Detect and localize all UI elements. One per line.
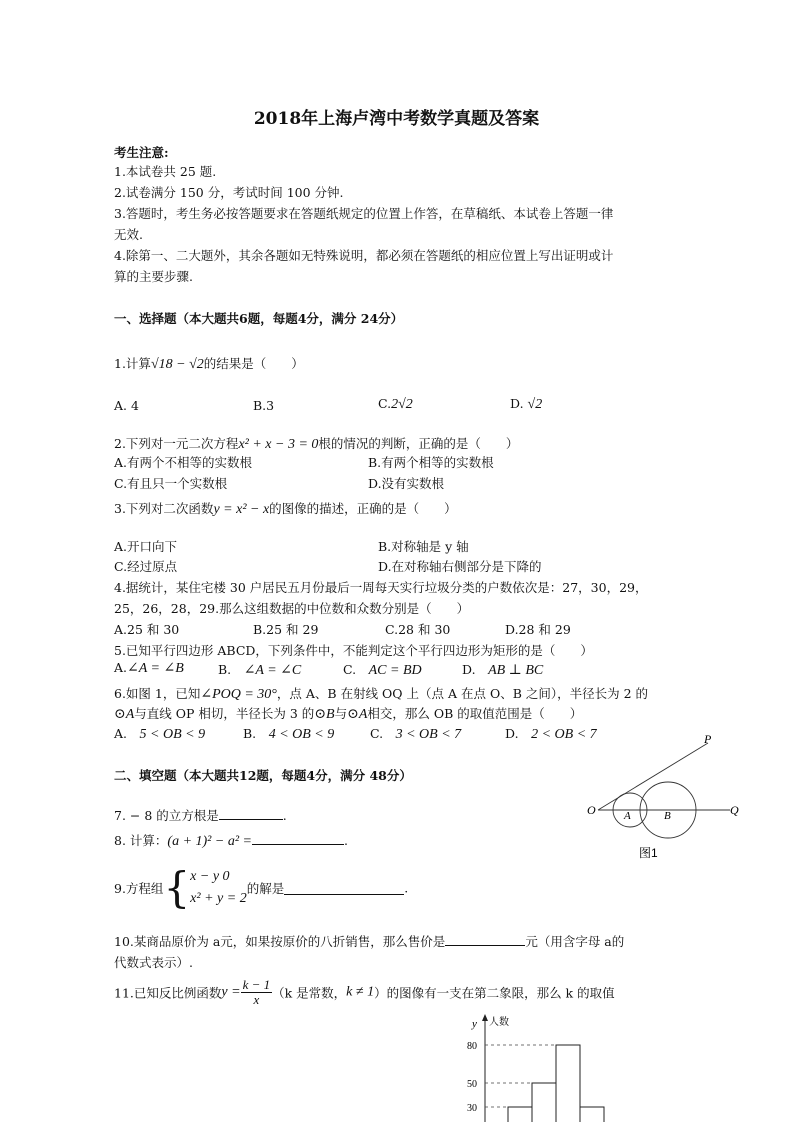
q6-option-d: D. 2 < OB < 7 [505, 726, 597, 742]
label-a: A [624, 810, 631, 822]
label-o: O [587, 803, 596, 817]
q1-option-d: D. √2 [510, 396, 543, 412]
q6-option-c: C. 3 < OB < 7 [370, 726, 462, 742]
tick-label: 80 [467, 1041, 477, 1052]
question-4: 4.据统计，某住宅楼 30 户居民五月份最后一周每天实行垃圾分类的户数依次是：27，30，29， [114, 580, 648, 595]
histogram-bar [580, 1107, 604, 1122]
section1-heading: 一、选择题（本大题共6题，每题4分，满分 24分） [114, 311, 404, 326]
question-1: 1.计算√18 − √2的结果是（ ） [114, 356, 304, 372]
question-11: 11.已知反比例函数y = $\frac{k - 1}{x}$ （k 是常数，k ≠ 1）的图像有一支在第二象限，那么 k 的取值 [114, 977, 615, 1007]
fraction: $\frac{k - 1}{x}$ [242, 977, 271, 1007]
notice-item: 2.试卷满分 150 分，考试时间 100 分钟. [114, 185, 344, 200]
question-8: 8. 计算：(a + 1)² − a² = . [114, 833, 348, 849]
question-6: 6.如图 1，已知∠POQ = 30°，点 A、B 在射线 OQ 上（点 A 在点 O、B 之间），半径长为 2 的 [114, 686, 649, 702]
histogram-bar [532, 1083, 556, 1122]
question-10: 10.某商品原价为 a元，如果按原价的八折销售，那么售价是 元（用含字母 a的 [114, 934, 625, 949]
question-6-line2: ⊙A与直线 OP 相切，半径长为 3 的⊙B与⊙A相交，那么 OB 的取值范围是（ ） [114, 706, 583, 722]
question-9: 9.方程组{ x − y 0 x² + y = 2 的解是 . [114, 863, 409, 912]
q6-option-b: B. 4 < OB < 9 [243, 726, 335, 742]
tick-label: 30 [467, 1103, 477, 1114]
y-axis-title: 人数 [489, 1017, 509, 1028]
q3-option-c: C.经过原点 [114, 559, 178, 574]
q3-expression: y = x² − x [213, 502, 270, 517]
q1-option-a: A. 4 [114, 398, 139, 413]
answer-blank [284, 882, 404, 895]
tick-label: 50 [467, 1079, 477, 1090]
notice-item: 3.答题时，考生务必按答题要求在答题纸规定的位置上作答，在草稿纸、本试卷上答题一律 [114, 206, 614, 221]
q2-option-a: A.有两个不相等的实数根 [114, 455, 253, 470]
q3-option-d: D.在对称轴右侧部分是下降的 [378, 559, 542, 574]
q4-option-c: C.28 和 30 [385, 622, 451, 637]
q4-option-b: B.25 和 29 [253, 622, 319, 637]
q6-option-a: A. 5 < OB < 9 [114, 726, 206, 742]
q3-option-b: B.对称轴是 y 轴 [378, 539, 469, 554]
q1-option-c: C.2√2 [378, 396, 413, 412]
y-axis-label: y [472, 1018, 477, 1030]
q5-option-c: C. AC = BD [343, 662, 422, 678]
figure-caption: 图1 [639, 846, 658, 860]
q1-expression: √18 − √2 [150, 357, 204, 372]
notice-item: 4.除第一、二大题外，其余各题如无特殊说明，都必须在答题纸的相应位置上写出证明或计 [114, 248, 614, 263]
q4-option-d: D.28 和 29 [505, 622, 571, 637]
answer-blank [445, 933, 525, 946]
histogram-bar [556, 1045, 580, 1122]
label-q: Q [730, 803, 739, 817]
page-title: 2018年上海卢湾中考数学真题及答案 [253, 109, 540, 129]
label-b: B [664, 810, 671, 822]
question-2: 2.下列对一元二次方程x² + x − 3 = 0根的情况的判断，正确的是（ ） [114, 436, 519, 452]
q3-option-a: A.开口向下 [114, 539, 178, 554]
q5-option-d: D. AB ⊥ BC [462, 662, 544, 678]
histogram-bar [508, 1107, 532, 1122]
q2-option-b: B.有两个相等的实数根 [368, 455, 494, 470]
q2-option-c: C.有且只一个实数根 [114, 476, 228, 491]
question-10-line2: 代数式表示）. [114, 955, 193, 970]
section2-heading: 二、填空题（本大题共12题，每题4分，满分 48分） [114, 768, 412, 783]
histogram [462, 1012, 612, 1122]
answer-blank [252, 832, 344, 845]
notice-heading: 考生注意: [114, 145, 169, 160]
notice-item: 算的主要步骤. [114, 269, 193, 284]
figure-1 [580, 730, 750, 865]
q5-option-a: A.∠A = ∠B [114, 660, 184, 676]
q2-option-d: D.没有实数根 [368, 476, 445, 491]
question-4-line2: 25，26，28，29.那么这组数据的中位数和众数分别是（ ） [114, 601, 470, 616]
q2-expression: x² + x − 3 = 0 [238, 437, 319, 452]
question-7: 7. − 8 的立方根是 . [114, 808, 287, 823]
q4-option-a: A.25 和 30 [114, 622, 180, 637]
label-p: P [704, 732, 712, 746]
answer-blank [219, 807, 283, 820]
notice-item: 1.本试卷共 25 题. [114, 164, 217, 179]
q5-option-b: B. ∠A = ∠C [218, 662, 302, 678]
q1-option-b: B.3 [253, 398, 275, 413]
system-brace: { [163, 863, 191, 912]
question-3: 3.下列对二次函数y = x² − x的图像的描述，正确的是（ ） [114, 501, 457, 517]
question-5: 5.已知平行四边形 ABCD，下列条件中，不能判定这个平行四边形为矩形的是（ ） [114, 643, 593, 658]
notice-item: 无效. [114, 227, 143, 242]
